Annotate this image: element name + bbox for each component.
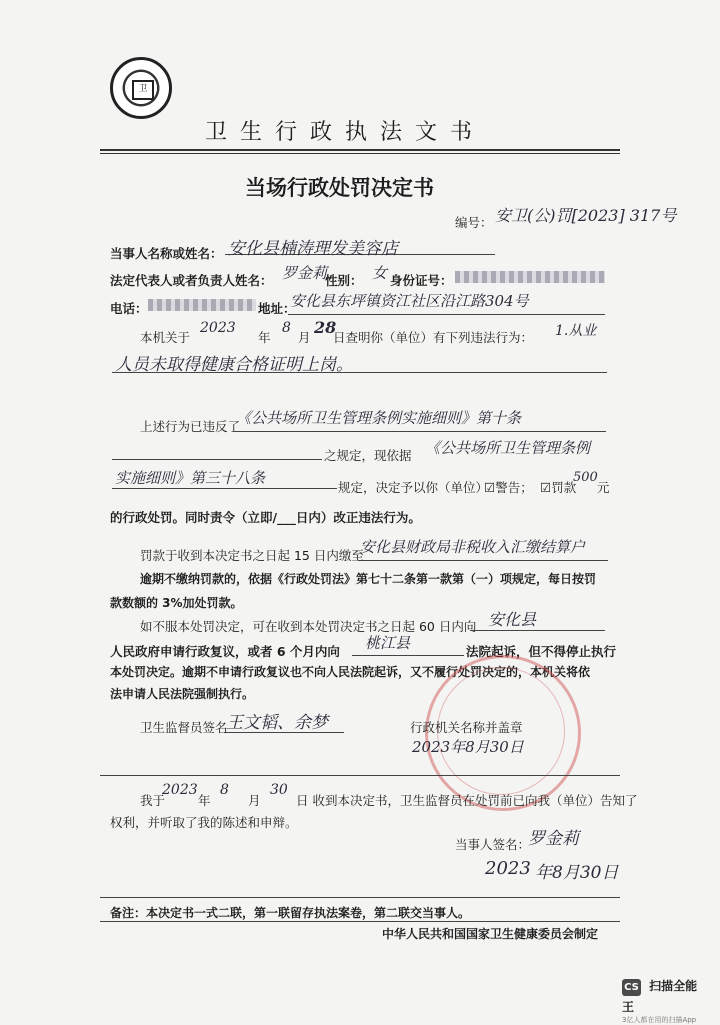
violation-line-rule — [112, 372, 607, 373]
basis-text-1: 上述行为已违反了 — [140, 419, 241, 434]
receipt-day: 30 — [270, 782, 288, 798]
overdue-text-1: 逾期不缴纳罚款的，依据《行政处罚法》第七十二条第一款第（一）项规定，每日按罚 — [140, 572, 597, 586]
finding-text-2: 日查明你（单位）有下列违法行为： — [333, 330, 534, 345]
page-title: 当场行政处罚决定书 — [245, 176, 434, 200]
violation-line-2: 人员未取得健康合格证明上岗。 — [115, 355, 353, 375]
basis-law-2: 《公共场所卫生管理条例 — [425, 439, 591, 457]
payment-bank-line — [358, 560, 608, 561]
finding-day: 28 — [314, 318, 337, 337]
finding-text-1: 本机关于 — [140, 330, 191, 345]
basis-text-2: 之规定，现依据 — [324, 448, 412, 463]
receipt-date: 年8月30日 — [535, 863, 619, 883]
receipt-month-unit: 月 — [248, 793, 261, 808]
finding-year-unit: 年 — [258, 330, 271, 345]
fine-unit: 元 — [597, 480, 610, 495]
number-label: 编号： — [455, 215, 493, 230]
payment-text-1: 罚款于收到本决定书之日起 15 日内缴至 — [140, 548, 364, 563]
emblem-core: 卫 — [132, 80, 154, 100]
receipt-text-3: 权利，并听取了我的陈述和申辩。 — [110, 815, 298, 830]
document-type-heading: 卫生行政执法文书 — [205, 120, 486, 145]
watermark-tagline: 3亿人都在用的扫描App — [622, 1016, 697, 1024]
receipt-text-1: 我于 — [140, 793, 166, 808]
camscanner-logo-icon: CS — [622, 979, 641, 996]
scanner-watermark — [622, 975, 702, 1025]
party-signature-label: 当事人签名： — [455, 837, 531, 852]
receipt-month: 8 — [220, 782, 229, 798]
finding-month-unit: 月 — [298, 330, 311, 345]
party-signature: 罗金莉 — [528, 829, 579, 849]
party-name-value: 安化县楠涛理发美容店 — [228, 239, 398, 259]
footer-note: 备注：本决定书一式二联，第一联留存执法案卷，第二联交当事人。 — [110, 906, 471, 920]
appeal-government-line — [470, 630, 605, 631]
violation-line-1: 1.从业 — [555, 323, 597, 339]
payment-bank: 安化县财政局非税收入汇缴结算户 — [360, 538, 586, 556]
address-line — [288, 314, 605, 315]
representative-label: 法定代表人或者负责人姓名： — [110, 273, 273, 288]
health-emblem-icon — [110, 57, 172, 119]
appeal-text-5: 法申请人民法院强制执行。 — [110, 687, 255, 701]
basis-law-1-line — [234, 431, 606, 432]
id-number-label: 身份证号： — [390, 273, 453, 288]
basis-law-3-line — [112, 488, 337, 489]
footer-divider-2 — [100, 921, 620, 922]
inspector-label: 卫生监督员签名 — [140, 720, 228, 735]
agency-label: 行政机关名称并盖章 — [410, 720, 523, 735]
basis-text-4: 的行政处罚。同时责令（立即/___日内）改正违法行为。 — [110, 510, 421, 525]
fine-amount: 500 — [573, 470, 598, 485]
receipt-text-2: 日 收到本决定书，卫生监督员在处罚前已向我（单位）告知了 — [296, 793, 638, 808]
appeal-text-2: 人民政府申请行政复议，或者 6 个月内向 — [110, 644, 340, 659]
appeal-text-3: 法院起诉，但不得停止执行 — [466, 644, 617, 659]
basis-law-3: 实施细则》第三十八条 — [115, 469, 266, 487]
basis-text-3: 规定，决定予以你（单位） — [338, 480, 489, 495]
address-label: 地址： — [258, 301, 296, 316]
redacted-id-number — [455, 271, 605, 283]
appeal-text-1: 如不服本处罚决定，可在收到本处罚决定书之日起 60 日内向 — [140, 619, 477, 634]
warning-option: ☑警告； — [484, 480, 533, 495]
gender-label: 性别： — [325, 273, 363, 288]
basis-blank-line — [112, 459, 322, 460]
appeal-court: 桃江县 — [365, 634, 411, 652]
appeal-text-4: 本处罚决定。逾期不申请行政复议也不向人民法院起诉，又不履行处罚决定的，本机关将依 — [110, 665, 591, 679]
receipt-date-year: 2023 — [485, 858, 531, 879]
party-name-label: 当事人名称或姓名： — [110, 246, 223, 261]
number-value: 安卫(公)罚[2023] 317号 — [495, 206, 677, 225]
header-divider — [100, 149, 620, 151]
header-divider-thin — [100, 153, 620, 154]
finding-month: 8 — [282, 320, 291, 336]
appeal-government: 安化县 — [488, 610, 537, 629]
finding-year: 2023 — [200, 320, 236, 336]
representative-value: 罗金莉 — [282, 264, 328, 282]
receipt-year-unit: 年 — [198, 793, 211, 808]
phone-label: 电话： — [110, 301, 148, 316]
inspector-signature-line — [224, 732, 344, 733]
basis-law-1: 《公共场所卫生管理条例实施细则》第十条 — [236, 409, 522, 427]
overdue-text-2: 款数额的 3%加处罚款。 — [110, 596, 243, 610]
address-value: 安化县东坪镇资江社区沿江路304号 — [290, 292, 529, 310]
watermark-app-name: 扫描全能王 — [622, 979, 698, 1014]
appeal-court-line — [352, 655, 464, 656]
fine-option: ☑罚款 — [540, 480, 577, 495]
footer-maker: 中华人民共和国国家卫生健康委员会制定 — [382, 927, 599, 941]
gender-value: 女 — [372, 264, 388, 282]
footer-divider — [100, 897, 620, 898]
inspector-signature: 王文韬、余梦 — [226, 713, 328, 733]
receipt-divider — [100, 775, 620, 776]
agency-date: 2023年8月30日 — [412, 738, 524, 756]
receipt-year: 2023 — [162, 782, 198, 798]
redacted-phone — [148, 299, 256, 311]
